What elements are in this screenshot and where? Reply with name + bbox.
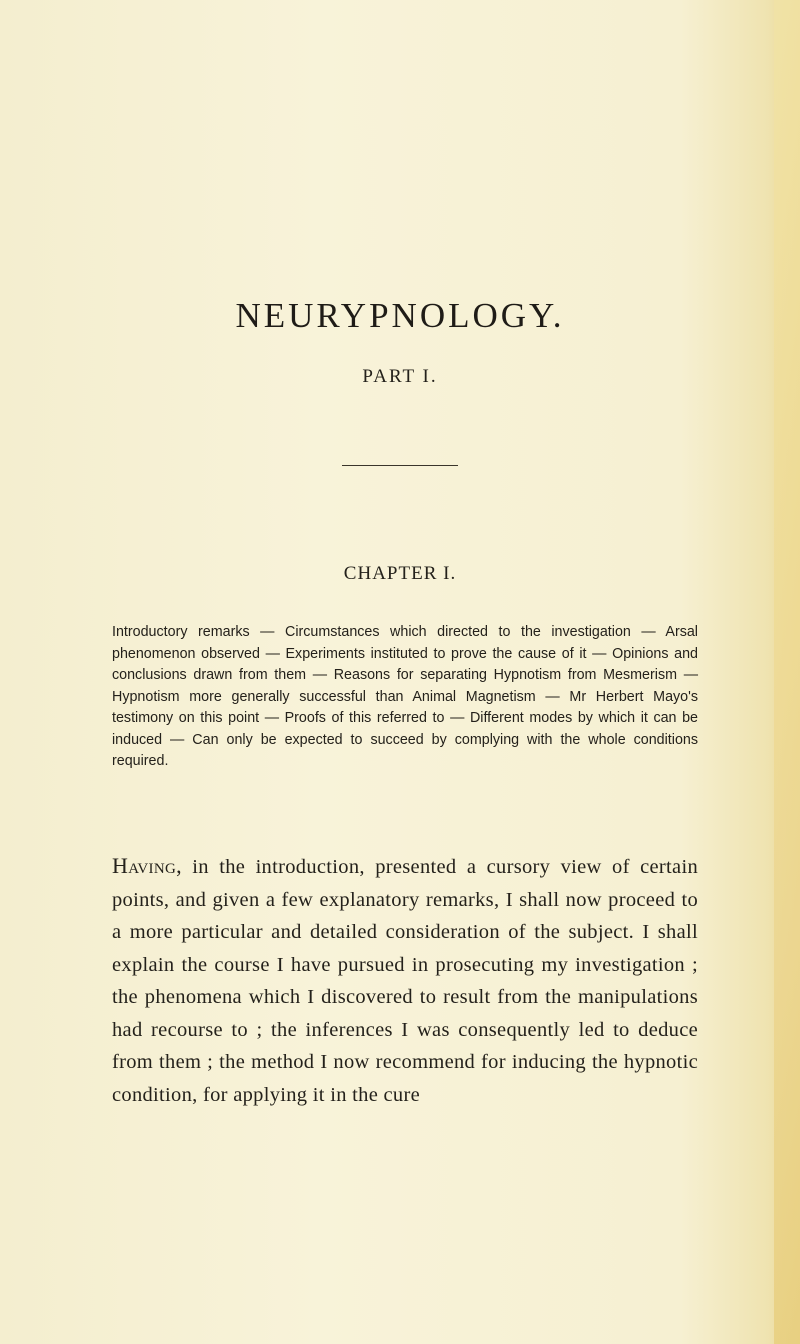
section-divider-rule [342, 465, 458, 466]
chapter-title: CHAPTER I. [343, 563, 457, 584]
body-paragraph-text: in the introduction, presented a cursory view of certain points, and given a few explanatory remarks, I shall now proceed to a more particular and detailed consideration of the subject. I shall explain the course I have pursued in prosecuting my investigation ; the phenomena which I discovered to result from the manipulations had recourse to ; the inferences I was consequently led to deduce from them ; the method I now recommend for inducing the hypnotic condition, for applying it in the cure [112, 856, 698, 1106]
part-title: PART I. [362, 366, 438, 387]
book-title: NEURYPNOLOGY. [235, 296, 565, 335]
opening-word: Having, [112, 853, 182, 878]
chapter-synopsis: Introductory remarks — Circumstances which directed to the investigation — Arsal phenomenon observed — Experiments instituted to prove the cause of it — Opinions and conclusions drawn from them — Reasons for separating Hypnotism from Mesmerism — Hypnotism more generally successful than Animal Magnetism — Mr Herbert Mayo's testimony on this point — Proofs of this referred to — Different modes by which it can be induced — Can only be expected to succeed by complying with the whole conditions required. [112, 624, 698, 769]
body-paragraph [112, 850, 698, 1111]
page-edge-stain [774, 0, 800, 1344]
